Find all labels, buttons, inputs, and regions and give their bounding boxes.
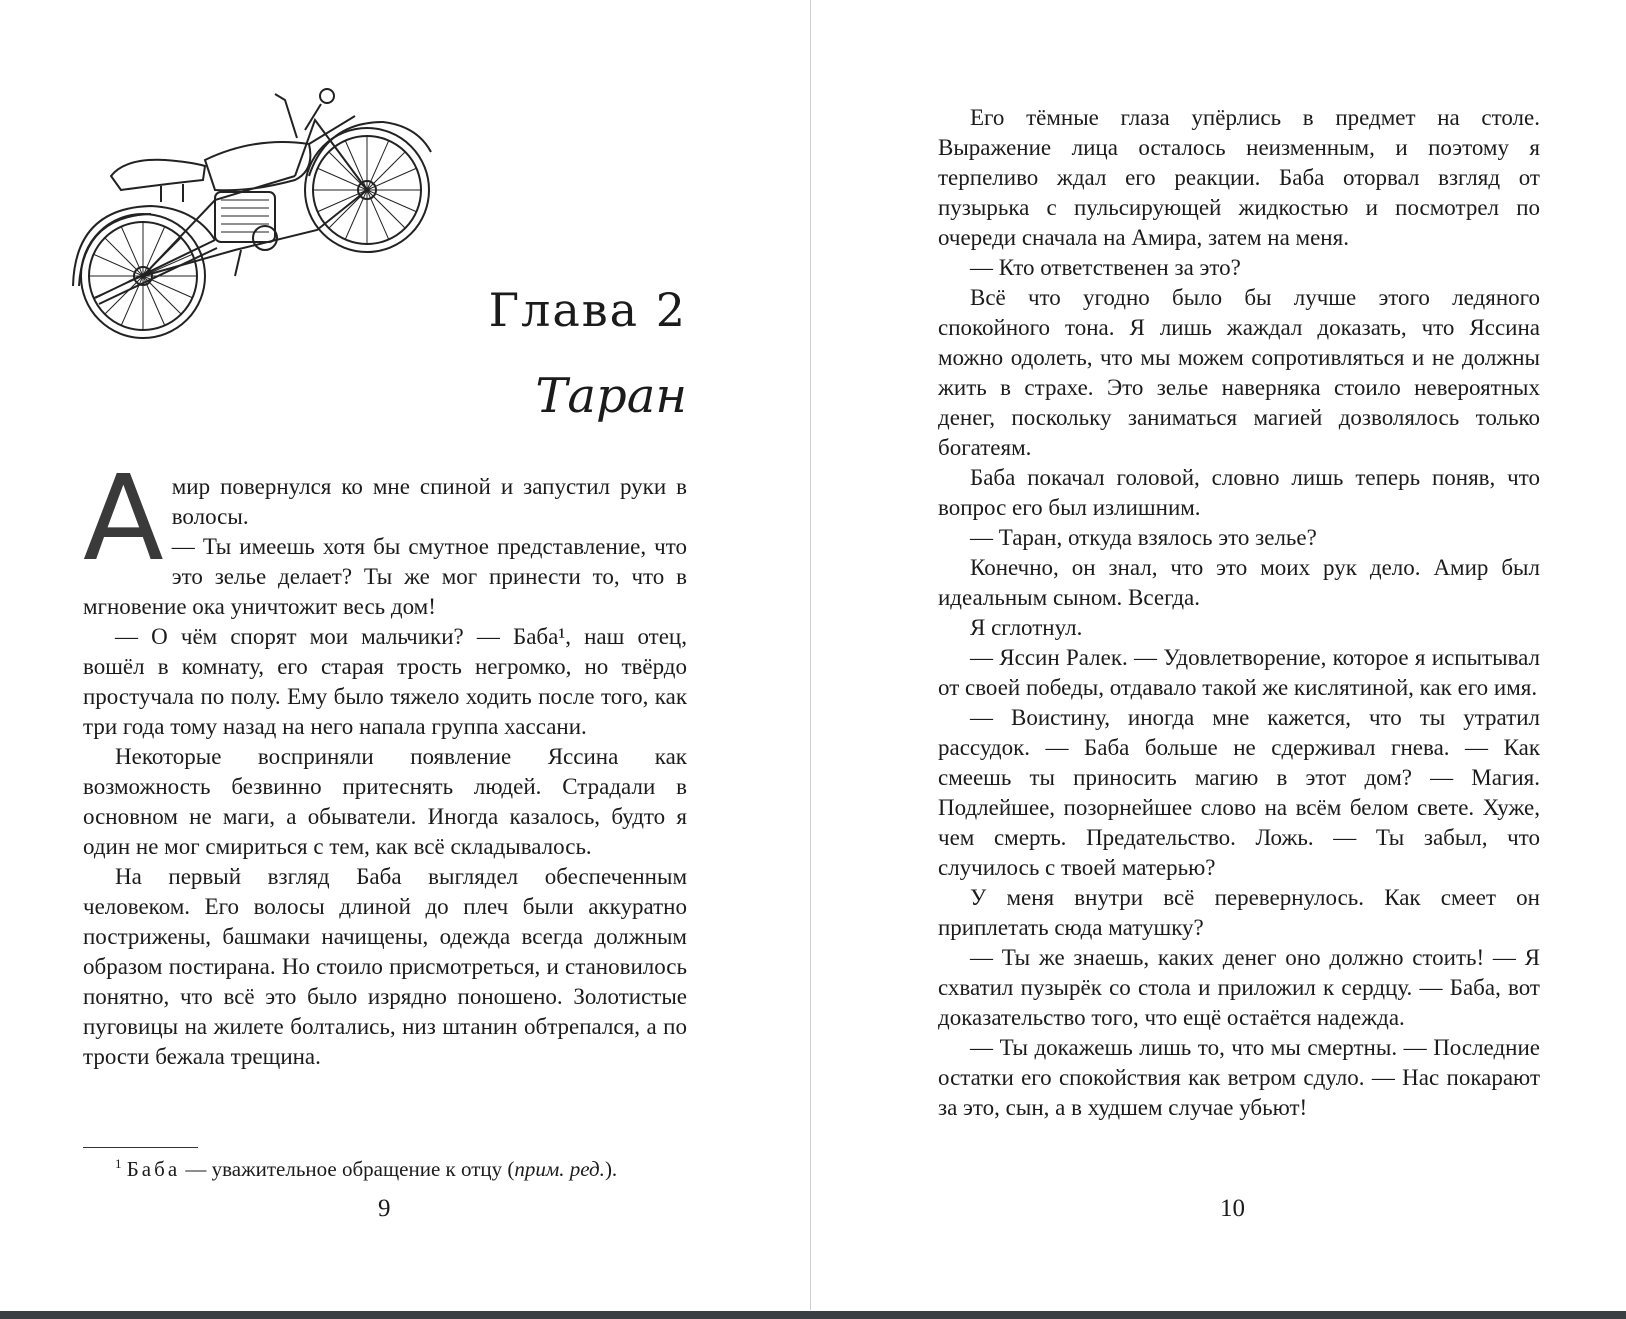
- right-page-text: [938, 103, 1540, 1123]
- left-page: [83, 0, 687, 1300]
- paragraph: Некоторые восприняли появление Яссина как возможность безвинно притеснять людей. Страдали в основном не маги, а обыватели. Иногда казалось, будто я один не мог смириться с тем, как всё складывалось.: [83, 744, 687, 859]
- paragraph: На первый взгляд Баба выглядел обеспеченным человеком. Его волосы длиной до плеч были аккуратно пострижены, башмаки начищены, одежда всегда должным образом постирана. Но стоило присмотреться, и становилось понятно, что всё это было изрядно поношено. Золотистые пуговицы на жилете болтались, низ штанин обтрепался, а по трости бежала трещина.: [83, 864, 687, 1069]
- right-page: [938, 0, 1540, 1300]
- paragraph: — Ты докажешь лишь то, что мы смертны. — Последние остатки его спокойствия как ветром сдуло. — Нас покарают за это, сын, а в худшем случае убьют!: [938, 1035, 1540, 1120]
- paragraph: Конечно, он знал, что это моих рук дело. Амир был идеальным сыном. Всегда.: [938, 555, 1540, 610]
- chapter-title: Таран: [535, 368, 687, 424]
- footnote-mark: 1: [115, 1156, 122, 1171]
- left-page-text: [83, 449, 687, 1072]
- footnote-term: Баба: [126, 1157, 181, 1181]
- footnote-rule: [83, 1147, 198, 1148]
- footnote: [115, 1155, 617, 1183]
- paragraph: Всё что угодно было бы лучше этого ледяного спокойного тона. Я лишь жаждал доказать, что Яссина можно одолеть, что мы можем сопротивляться и не должны жить в страхе. Это зелье наверняка стоило невероятных денег, поскольку заниматься магией дозволялось только богатеям.: [938, 285, 1540, 460]
- chapter-number: Глава 2: [488, 283, 687, 337]
- paragraph-text: мир повернулся ко мне спиной и запустил руки в волосы.: [171, 474, 687, 529]
- paragraph: Его тёмные глаза упёрлись в предмет на столе. Выражение лица осталось неизменным, и поэтому я терпеливо ждал его реакции. Баба оторвал взгляд от пузырька с пульсирующей жидкостью и посмотрел по очереди сначала на Амира, затем на меня.: [938, 105, 1540, 250]
- page-number: 10: [1220, 1195, 1245, 1222]
- paragraph: Баба покачал головой, словно лишь теперь поняв, что вопрос его был излишним.: [938, 465, 1540, 520]
- paragraph: — Кто ответственен за это?: [970, 255, 1241, 280]
- drop-cap: А: [83, 449, 164, 587]
- footnote-close: ).: [604, 1157, 618, 1181]
- paragraph: — Ты же знаешь, каких денег оно должно стоить! — Я схватил пузырёк со стола и приложил к сердцу. — Баба, вот доказательство того, что ещё остаётся надежда.: [938, 945, 1540, 1030]
- footnote-text: — уважительное обращение к отцу (: [180, 1157, 515, 1181]
- page-number: 9: [378, 1195, 391, 1222]
- paragraph: Я сглотнул.: [970, 615, 1083, 640]
- window-bottom-bar: [0, 1311, 1626, 1319]
- paragraph: У меня внутри всё перевернулось. Как смеет он приплетать сюда матушку?: [938, 885, 1540, 940]
- page-gutter: [810, 0, 811, 1310]
- paragraph: — Ты имеешь хотя бы смутное представление, что это зелье делает? Ты же мог принести то, что в мгновение ока уничтожит весь дом!: [83, 534, 687, 619]
- paragraph: — О чём спорят мои мальчики? — Баба¹, наш отец, вошёл в комнату, его старая трость негромко, но твёрдо простучала по полу. Ему было тяжело ходить после того, как три года тому назад на него напала группа хассани.: [83, 624, 687, 739]
- paragraph: — Таран, откуда взялось это зелье?: [970, 525, 1317, 550]
- motorcycle-illustration-icon: [65, 80, 445, 350]
- footnote-note: прим. ред.: [514, 1157, 605, 1181]
- paragraph: — Яссин Ралек. — Удовлетворение, которое я испытывал от своей победы, отдавало такой же кислятиной, как его имя.: [938, 645, 1540, 700]
- paragraph: — Воистину, иногда мне кажется, что ты утратил рассудок. — Баба больше не сдерживал гнева. — Как смеешь ты приносить магию в этот дом? — Магия. Подлейшее, позорнейшее слово на всём белом свете. Хуже, чем смерть. Предательство. Ложь. — Ты забыл, что случилось с твоей матерью?: [938, 705, 1540, 880]
